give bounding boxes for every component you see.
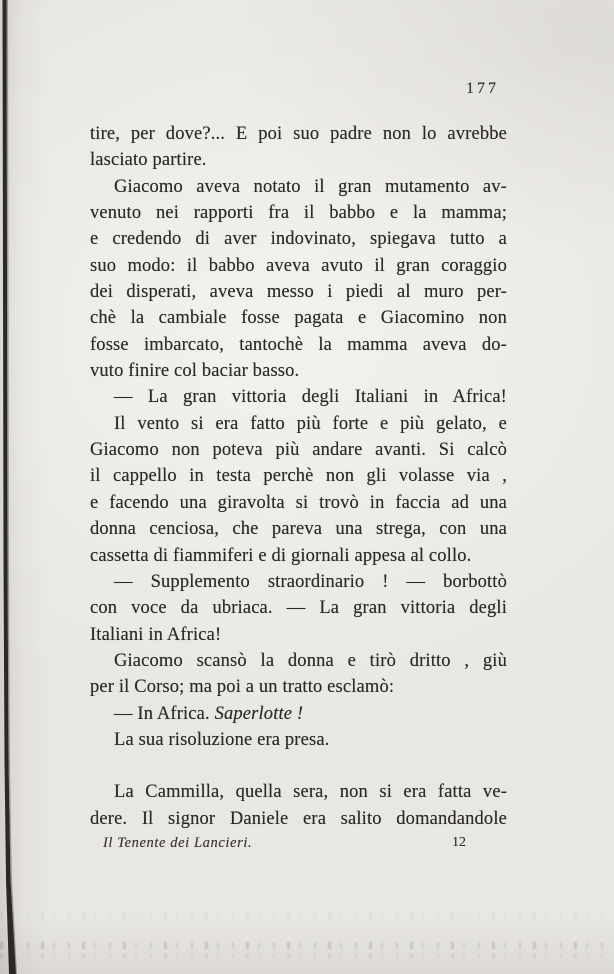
scan-speckle-band	[0, 942, 614, 949]
text-segment: cassetta di fiammiferi e di giornali appesa al collo.	[90, 545, 472, 566]
text-segment: — La gran vittoria degli Italiani in Africa!	[114, 387, 507, 408]
text-line	[90, 358, 507, 384]
text-segment: donna cenciosa, che pareva una strega, con una	[90, 519, 507, 540]
text-line	[90, 779, 507, 805]
text-segment: fosse imbarcato, tantochè la mamma aveva do-	[90, 334, 507, 355]
spine-edge-line	[0, 0, 24, 974]
text-segment: per il Corso; ma poi a un tratto esclamò:	[90, 677, 395, 698]
text-line	[90, 543, 507, 569]
text-segment: La sua risoluzione era presa.	[114, 729, 330, 750]
text-line	[90, 569, 507, 595]
text-line	[90, 332, 507, 358]
scan-speckle-band	[0, 953, 614, 958]
signature-number: 12	[452, 835, 466, 850]
text-segment: Giacomo non poteva più andare avanti. Si calcò	[90, 440, 507, 461]
text-segment: La Cammilla, quella sera, non si era fatta ve-	[114, 782, 507, 803]
text-line	[90, 727, 507, 753]
text-segment: Giacomo scansò la donna e tirò dritto , giù	[114, 650, 507, 671]
text-segment: chè la cambiale fosse pagata e Giacomino non	[90, 308, 507, 329]
text-line	[90, 200, 507, 226]
text-line	[90, 806, 507, 832]
text-line	[90, 595, 507, 621]
text-segment: con voce da ubriaca. — La gran vittoria degli	[90, 598, 507, 619]
text-segment: — Supplemento straordinario ! — borbottò	[114, 571, 507, 592]
scan-speckle-band	[0, 912, 614, 919]
text-line	[90, 463, 507, 489]
text-segment: tire, per dove?... E poi suo padre non lo avrebbe	[90, 124, 507, 144]
text-line	[90, 490, 507, 516]
text-segment: e credendo di aver indovinato, spiegava tutto a	[90, 229, 507, 250]
text-line	[90, 622, 507, 648]
text-segment: lasciato partire.	[90, 150, 207, 171]
text-line	[90, 253, 507, 279]
page-body	[90, 121, 507, 832]
text-segment: Italiani in Africa!	[90, 624, 222, 645]
text-line	[90, 305, 507, 331]
text-line	[90, 174, 507, 200]
text-segment: Il vento si era fatto più forte e più gelato, e	[114, 413, 507, 434]
text-line	[90, 437, 507, 463]
text-line	[90, 701, 507, 727]
text-line	[90, 279, 507, 305]
text-line	[90, 147, 507, 173]
text-segment: il cappello in testa perchè non gli volasse via ,	[90, 466, 507, 487]
text-segment: dere. Il signor Daniele era salito domandandole	[90, 808, 507, 829]
text-line	[90, 674, 507, 700]
text-line	[90, 411, 507, 437]
text-line	[90, 516, 507, 542]
text-segment: venuto nei rapporti fra il babbo e la mamma;	[90, 203, 507, 224]
text-segment: dei disperati, aveva messo i piedi al muro per-	[90, 282, 507, 303]
text-segment: e facendo una giravolta si trovò in faccia ad una	[90, 492, 507, 513]
page-number: 177	[466, 80, 499, 97]
text-line	[90, 121, 507, 147]
running-footer-title: Il Tenente dei Lancieri.	[103, 835, 253, 851]
italic-text-segment: Saperlotte !	[214, 703, 304, 724]
text-segment: Giacomo aveva notato il gran mutamento av-	[114, 176, 507, 197]
text-segment: suo modo: il babbo aveva avuto il gran coraggio	[90, 255, 507, 276]
text-line	[90, 384, 507, 410]
text-line	[90, 648, 507, 674]
text-line	[90, 226, 507, 252]
text-segment: vuto finire col baciar basso.	[90, 361, 300, 382]
text-segment: — In Africa.	[114, 703, 215, 724]
